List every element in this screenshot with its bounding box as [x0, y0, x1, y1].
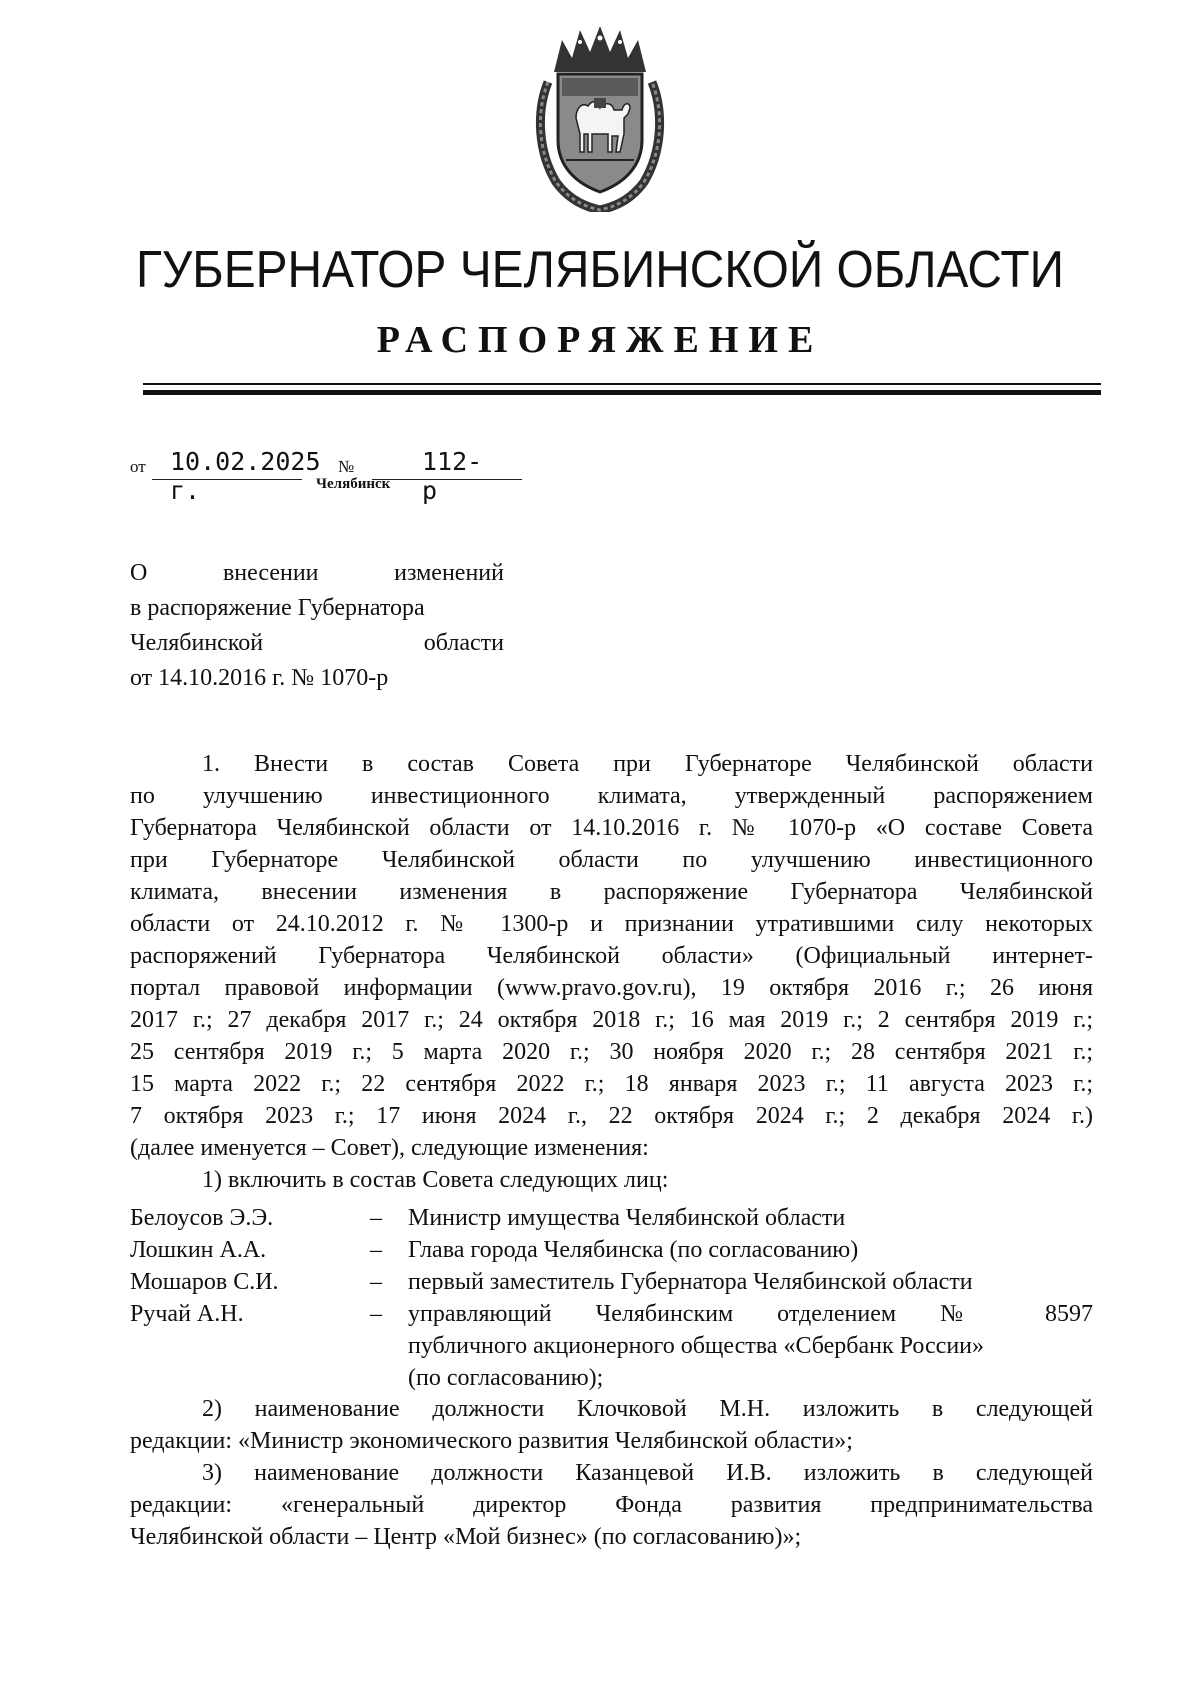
header-rule-thick — [143, 390, 1101, 395]
item-line: Челябинской области – Центр «Мой бизнес» (по согласованию)»; — [130, 1524, 802, 1550]
member-position: публичного акционерного общества «Сбербанк России» — [408, 1333, 985, 1359]
item-line: редакции: «Министр экономического развития Челябинской области»; — [130, 1428, 853, 1454]
member-position: (по согласованию); — [408, 1365, 604, 1391]
member-name: Мошаров С.И. — [130, 1269, 279, 1295]
item-line: 3) наименование должности Казанцевой И.В. изложить в следующей — [202, 1460, 1093, 1486]
city: Челябинск — [316, 476, 391, 492]
member-position: первый заместитель Губернатора Челябинской области — [408, 1269, 973, 1295]
subject-line: от 14.10.2016 г. № 1070-р — [130, 665, 389, 691]
body-line: при Губернаторе Челябинской области по улучшению инвестиционного — [130, 847, 1093, 873]
members-list — [130, 1202, 1093, 1394]
subject-line: Челябинской области — [130, 630, 504, 656]
date-prefix: от — [130, 457, 146, 476]
member-position: Глава города Челябинска (по согласованию) — [408, 1237, 859, 1263]
member-position: управляющий Челябинским отделением № 8597 — [408, 1301, 1093, 1327]
member-row — [130, 1298, 1093, 1394]
member-row — [130, 1202, 1093, 1234]
body-line: 25 сентября 2019 г.; 5 марта 2020 г.; 30 ноября 2020 г.; 28 сентября 2021 г.; — [130, 1039, 1093, 1065]
subject-line: О внесении изменений — [130, 560, 504, 586]
body-paragraph-1 — [130, 748, 1093, 1196]
body-line: 15 марта 2022 г.; 22 сентября 2022 г.; 18 января 2023 г.; 11 августа 2023 г.; — [130, 1071, 1093, 1097]
body-line: 2017 г.; 27 декабря 2017 г.; 24 октября 2018 г.; 16 мая 2019 г.; 2 сентября 2019 г.; — [130, 1007, 1093, 1033]
body-line: Губернатора Челябинской области от 14.10.2016 г. № 1070-р «О составе Совета — [130, 815, 1093, 841]
body-line: распоряжений Губернатора Челябинской области» (Официальный интернет- — [130, 943, 1093, 969]
header-rule-thin — [143, 383, 1101, 385]
member-dash: – — [370, 1301, 382, 1327]
member-dash: – — [370, 1205, 382, 1231]
body-line: области от 24.10.2012 г. № 1300-р и признании утратившими силу некоторых — [130, 911, 1093, 937]
document-subject — [130, 556, 504, 696]
body-line: 7 октября 2023 г.; 17 июня 2024 г., 22 октября 2024 г.; 2 декабря 2024 г.) — [130, 1103, 1093, 1129]
body-line: (далее именуется – Совет), следующие изменения: — [130, 1135, 649, 1161]
document-number: 112-р — [422, 447, 483, 505]
member-row — [130, 1234, 1093, 1266]
member-name: Ручай А.Н. — [130, 1301, 244, 1327]
body-line: 1. Внести в состав Совета при Губернаторе Челябинской области — [202, 751, 1093, 777]
subject-line: в распоряжение Губернатора — [130, 595, 425, 621]
body-line: 1) включить в состав Совета следующих лиц: — [202, 1167, 669, 1193]
document-date: 10.02.2025 г. — [170, 447, 321, 505]
member-dash: – — [370, 1237, 382, 1263]
number-prefix: № — [338, 457, 355, 476]
document-type: РАСПОРЯЖЕНИЕ — [376, 319, 824, 361]
member-name: Белоусов Э.Э. — [130, 1205, 274, 1231]
member-row — [130, 1266, 1093, 1298]
body-items — [130, 1393, 1093, 1553]
body-line: климата, внесении изменения в распоряжение Губернатора Челябинской — [130, 879, 1093, 905]
body-line: по улучшению инвестиционного климата, утвержденный распоряжением — [130, 783, 1093, 809]
coat-of-arms-emblem — [532, 22, 668, 212]
member-name: Лошкин А.А. — [130, 1237, 267, 1263]
item-line: 2) наименование должности Клочковой М.Н. изложить в следующей — [202, 1396, 1093, 1422]
body-line: портал правовой информации (www.pravo.gov.ru), 19 октября 2016 г.; 26 июня — [130, 975, 1093, 1001]
member-dash: – — [370, 1269, 382, 1295]
item-line: редакции: «генеральный директор Фонда развития предпринимательства — [130, 1492, 1093, 1518]
issuer-title: ГУБЕРНАТОР ЧЕЛЯБИНСКОЙ ОБЛАСТИ — [136, 241, 1064, 299]
member-position: Министр имущества Челябинской области — [408, 1205, 846, 1231]
